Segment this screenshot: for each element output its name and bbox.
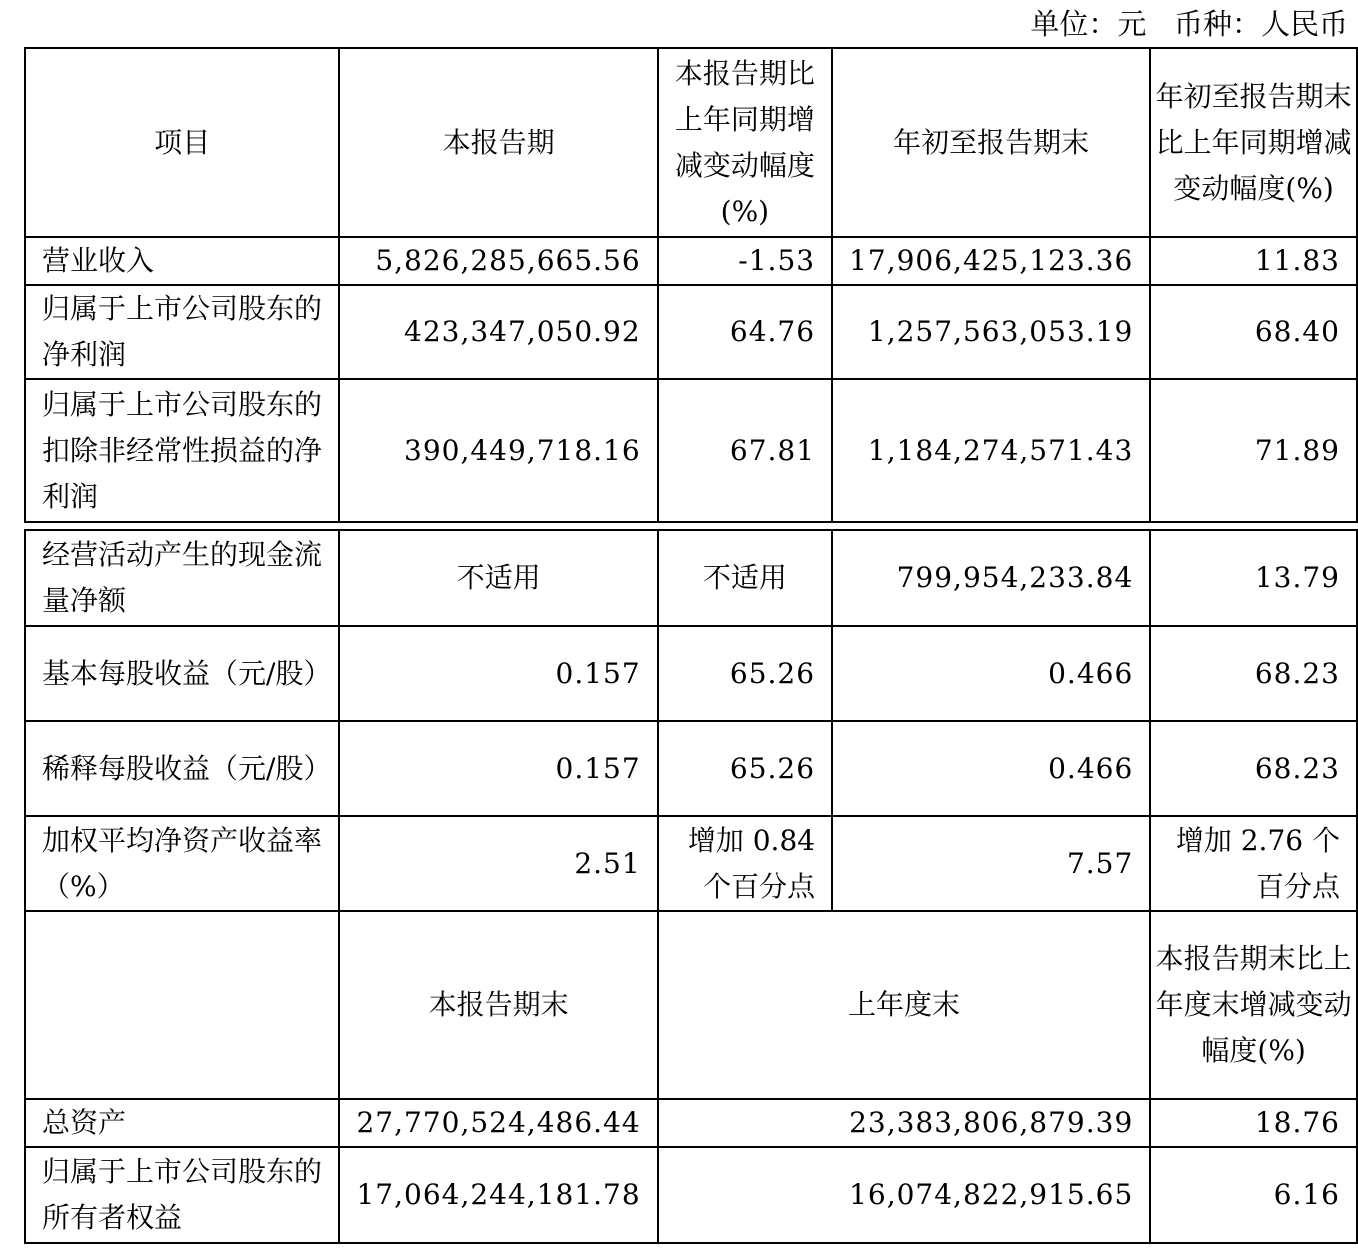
header-ytd: 年初至报告期末 bbox=[832, 48, 1150, 237]
row-ytd-change: 68.23 bbox=[1150, 721, 1357, 816]
row-current: 2.51 bbox=[339, 816, 657, 911]
financial-data-table bbox=[24, 47, 1358, 1244]
header-ytd-change: 年初至报告期末比上年同期增减变动幅度(%) bbox=[1150, 48, 1357, 237]
row-period-end: 27,770,524,486.44 bbox=[339, 1099, 657, 1147]
row-ytd-change: 11.83 bbox=[1150, 237, 1357, 285]
row-current: 0.157 bbox=[339, 721, 657, 816]
table-row bbox=[25, 530, 1357, 626]
table-row bbox=[25, 626, 1357, 721]
header2-period-end: 本报告期末 bbox=[339, 911, 657, 1099]
row-ytd-change: 68.23 bbox=[1150, 626, 1357, 721]
row-item: 稀释每股收益（元/股） bbox=[25, 721, 339, 816]
row-ytd: 0.466 bbox=[832, 626, 1150, 721]
row-ytd: 0.466 bbox=[832, 721, 1150, 816]
table-header-row bbox=[25, 48, 1357, 237]
header-current-period: 本报告期 bbox=[339, 48, 657, 237]
row-item: 归属于上市公司股东的净利润 bbox=[25, 285, 339, 379]
header2-prior-year-end: 上年度末 bbox=[658, 911, 1151, 1099]
row-ytd-change: 13.79 bbox=[1150, 530, 1357, 626]
row-current: 不适用 bbox=[339, 530, 657, 626]
row-period-end: 17,064,244,181.78 bbox=[339, 1147, 657, 1243]
row-ytd: 1,184,274,571.43 bbox=[832, 379, 1150, 522]
row-ytd-change: 71.89 bbox=[1150, 379, 1357, 522]
row-item: 加权平均净资产收益率（%） bbox=[25, 816, 339, 911]
row-current: 423,347,050.92 bbox=[339, 285, 657, 379]
row-current: 0.157 bbox=[339, 626, 657, 721]
section-gap bbox=[25, 522, 1357, 530]
row-ytd: 17,906,425,123.36 bbox=[832, 237, 1150, 285]
row-change: 65.26 bbox=[658, 626, 832, 721]
row-ytd: 1,257,563,053.19 bbox=[832, 285, 1150, 379]
row-ytd-change: 增加 2.76 个百分点 bbox=[1150, 816, 1357, 911]
table-row bbox=[25, 721, 1357, 816]
row-change: 增加 0.84 个百分点 bbox=[658, 816, 832, 911]
row-change: 6.16 bbox=[1150, 1147, 1357, 1243]
row-item: 归属于上市公司股东的扣除非经常性损益的净利润 bbox=[25, 379, 339, 522]
header-current-change: 本报告期比上年同期增减变动幅度(%) bbox=[658, 48, 832, 237]
row-change: 65.26 bbox=[658, 721, 832, 816]
row-change: 不适用 bbox=[658, 530, 832, 626]
table-row bbox=[25, 285, 1357, 379]
row-item: 总资产 bbox=[25, 1099, 339, 1147]
header2-item bbox=[25, 911, 339, 1099]
header-item: 项目 bbox=[25, 48, 339, 237]
row-current: 5,826,285,665.56 bbox=[339, 237, 657, 285]
row-change: 67.81 bbox=[658, 379, 832, 522]
unit-currency-note: 单位：元 币种：人民币 bbox=[1030, 7, 1348, 41]
row-prior-year-end: 23,383,806,879.39 bbox=[658, 1099, 1151, 1147]
table-row bbox=[25, 237, 1357, 285]
table-header-row-2 bbox=[25, 911, 1357, 1099]
table-row bbox=[25, 1147, 1357, 1243]
row-item: 经营活动产生的现金流量净额 bbox=[25, 530, 339, 626]
row-item: 归属于上市公司股东的所有者权益 bbox=[25, 1147, 339, 1243]
row-change: 64.76 bbox=[658, 285, 832, 379]
header2-change: 本报告期末比上年度末增减变动幅度(%) bbox=[1150, 911, 1357, 1099]
row-ytd: 799,954,233.84 bbox=[832, 530, 1150, 626]
table-row bbox=[25, 1099, 1357, 1147]
row-ytd-change: 68.40 bbox=[1150, 285, 1357, 379]
row-current: 390,449,718.16 bbox=[339, 379, 657, 522]
table-row bbox=[25, 816, 1357, 911]
row-prior-year-end: 16,074,822,915.65 bbox=[658, 1147, 1151, 1243]
row-item: 营业收入 bbox=[25, 237, 339, 285]
row-item: 基本每股收益（元/股） bbox=[25, 626, 339, 721]
row-ytd: 7.57 bbox=[832, 816, 1150, 911]
row-change: -1.53 bbox=[658, 237, 832, 285]
table-row bbox=[25, 379, 1357, 522]
row-change: 18.76 bbox=[1150, 1099, 1357, 1147]
